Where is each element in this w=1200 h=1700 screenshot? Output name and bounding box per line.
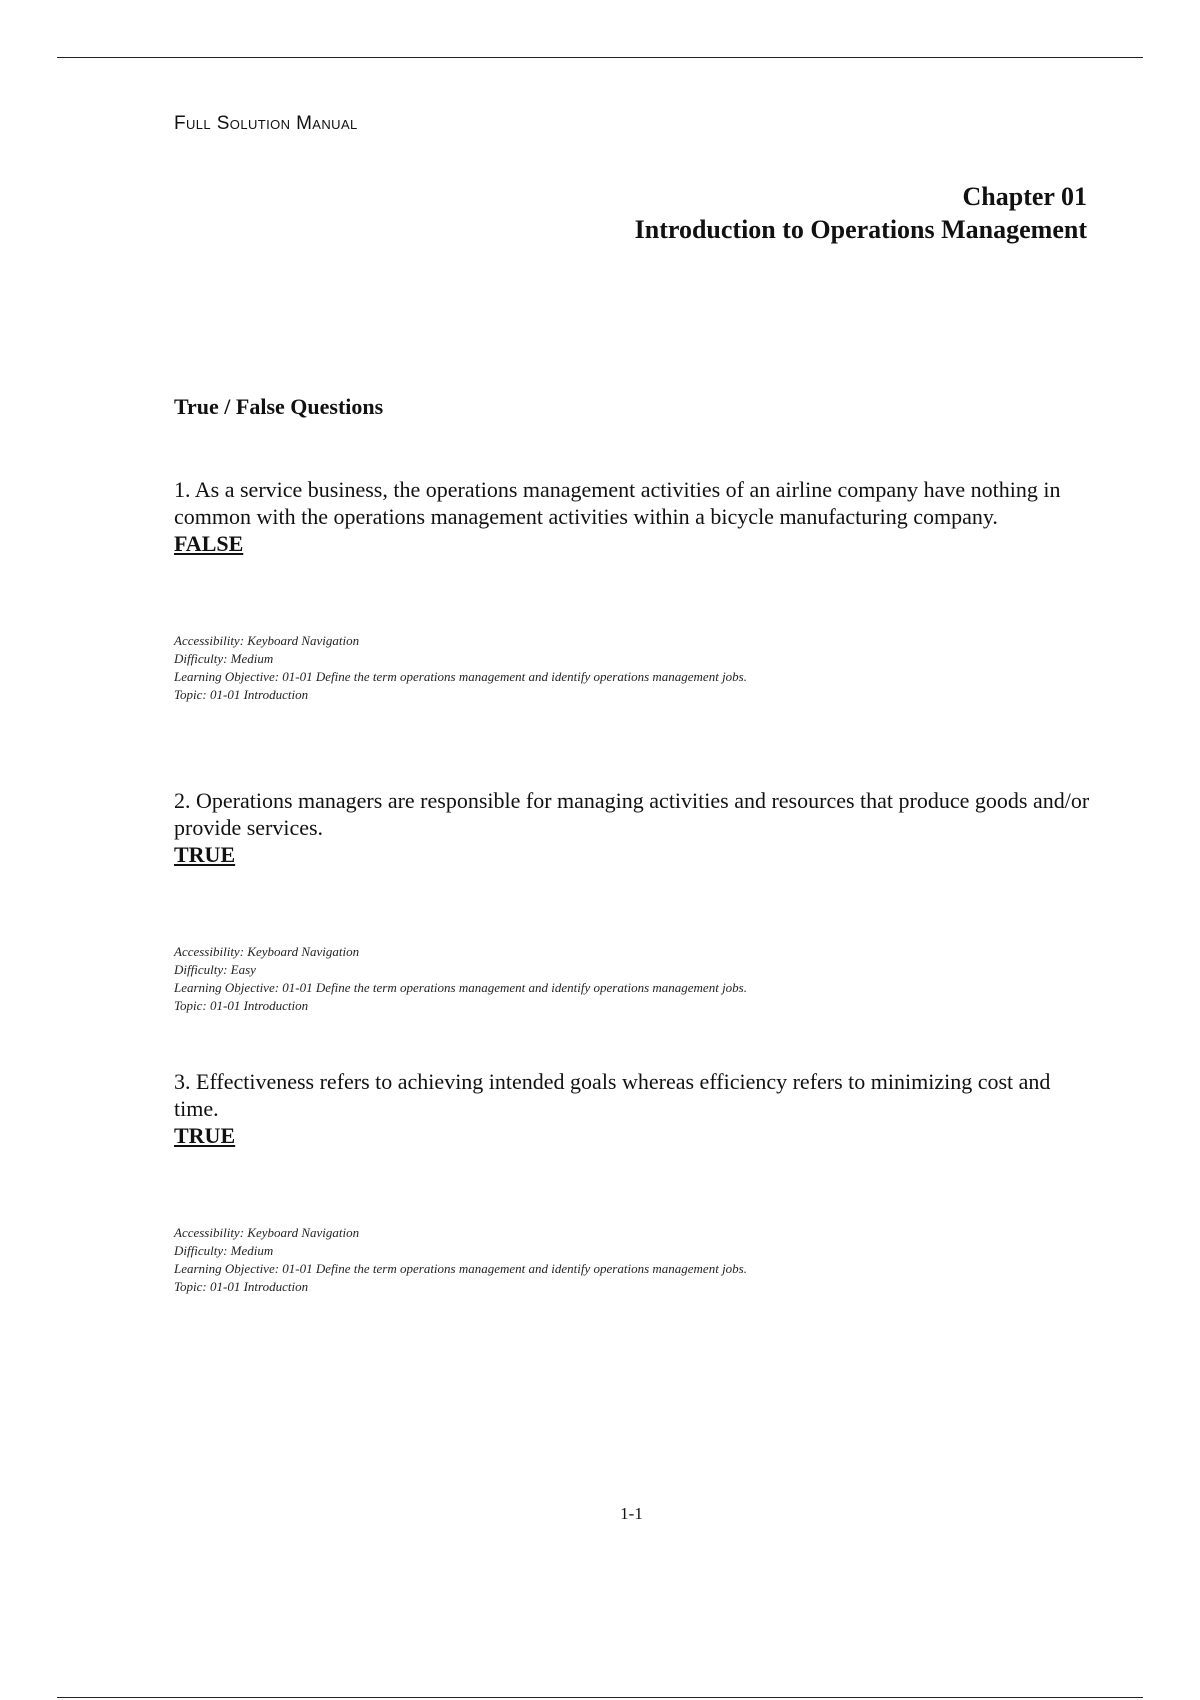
meta-difficulty: Difficulty: Easy xyxy=(174,962,256,977)
chapter-heading xyxy=(635,180,1087,246)
meta-topic: Topic: 01-01 Introduction xyxy=(174,687,309,702)
top-rule xyxy=(57,57,1143,58)
question-item xyxy=(174,787,1094,1015)
question-metadata xyxy=(174,632,1094,704)
meta-accessibility: Accessibility: Keyboard Navigation xyxy=(174,1225,360,1240)
meta-difficulty: Difficulty: Medium xyxy=(174,1243,274,1258)
question-metadata xyxy=(174,1224,1094,1296)
section-heading: True / False Questions xyxy=(174,394,384,419)
question-text: 2. Operations managers are responsible for managing activities and resources that produce goods and/or provide services. xyxy=(174,788,1090,840)
question-answer: FALSE xyxy=(174,531,244,556)
meta-topic: Topic: 01-01 Introduction xyxy=(174,1279,309,1294)
meta-topic: Topic: 01-01 Introduction xyxy=(174,998,309,1013)
meta-learning-objective: Learning Objective: 01-01 Define the term operations management and identify operations management jobs. xyxy=(174,980,747,995)
question-item xyxy=(174,476,1094,704)
question-text: 3. Effectiveness refers to achieving intended goals whereas efficiency refers to minimizing cost and time. xyxy=(174,1069,1051,1121)
page-number: 1-1 xyxy=(620,1504,643,1523)
meta-accessibility: Accessibility: Keyboard Navigation xyxy=(174,633,360,648)
question-answer: TRUE xyxy=(174,842,236,867)
bottom-rule xyxy=(57,1697,1143,1698)
chapter-number: Chapter 01 xyxy=(962,182,1087,211)
meta-learning-objective: Learning Objective: 01-01 Define the term operations management and identify operations management jobs. xyxy=(174,669,747,684)
meta-difficulty: Difficulty: Medium xyxy=(174,651,274,666)
question-text: 1. As a service business, the operations management activities of an airline company have nothing in common with the operations management activities within a bicycle manufacturing company. xyxy=(174,477,1061,529)
meta-accessibility: Accessibility: Keyboard Navigation xyxy=(174,944,360,959)
document-header-label: Full Solution Manual xyxy=(174,113,358,134)
question-item xyxy=(174,1068,1094,1296)
question-answer: TRUE xyxy=(174,1123,236,1148)
meta-learning-objective: Learning Objective: 01-01 Define the term operations management and identify operations management jobs. xyxy=(174,1261,747,1276)
chapter-title: Introduction to Operations Management xyxy=(634,215,1087,244)
question-metadata xyxy=(174,943,1094,1015)
